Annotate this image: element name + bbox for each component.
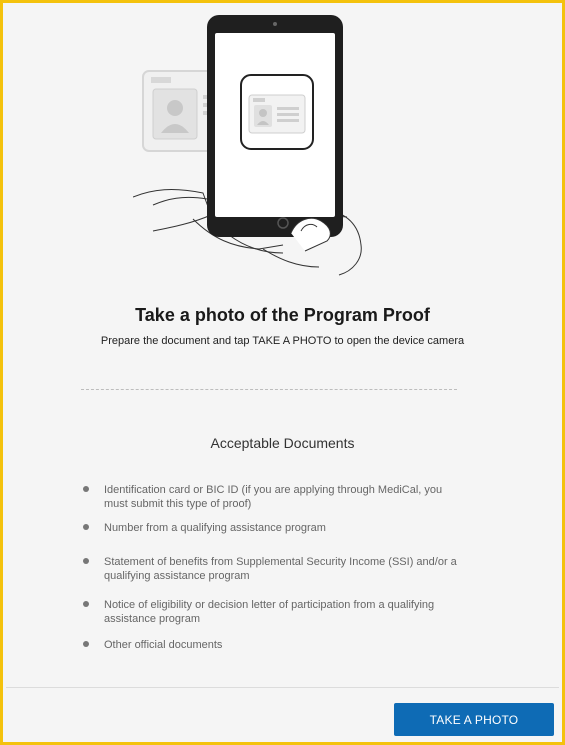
- bullet-icon: [83, 601, 89, 607]
- page-subtitle: Prepare the document and tap TAKE A PHOTO to open the device camera: [100, 335, 465, 347]
- phone-device: [207, 15, 343, 237]
- acceptable-documents-list: [81, 483, 461, 652]
- acceptable-documents-heading: Acceptable Documents: [210, 435, 355, 451]
- list-item: [81, 598, 461, 626]
- section-divider: [81, 389, 457, 390]
- list-item: [81, 521, 461, 535]
- list-item-text: Statement of benefits from Supplemental Security Income (SSI) and/or a qualifying assistance program: [104, 556, 457, 582]
- list-item: [81, 555, 461, 583]
- bullet-icon: [83, 486, 89, 492]
- list-item-text: Other official documents: [104, 639, 223, 651]
- phone-scanning-id-illustration: [133, 9, 393, 279]
- bullet-icon: [83, 558, 89, 564]
- list-item-text: Notice of eligibility or decision letter of participation from a qualifying assistance program: [104, 599, 435, 625]
- list-item-text: Identification card or BIC ID (if you are applying through MediCal, you must submit this type of proof): [104, 484, 443, 510]
- footer-divider: [6, 687, 559, 688]
- list-item: [81, 638, 461, 652]
- bullet-icon: [83, 524, 89, 530]
- list-item-text: Number from a qualifying assistance program: [104, 522, 326, 534]
- list-item: [81, 483, 461, 511]
- page-title: Take a photo of the Program Proof: [135, 305, 430, 325]
- take-photo-button[interactable]: TAKE A PHOTO: [394, 703, 554, 736]
- bullet-icon: [83, 641, 89, 647]
